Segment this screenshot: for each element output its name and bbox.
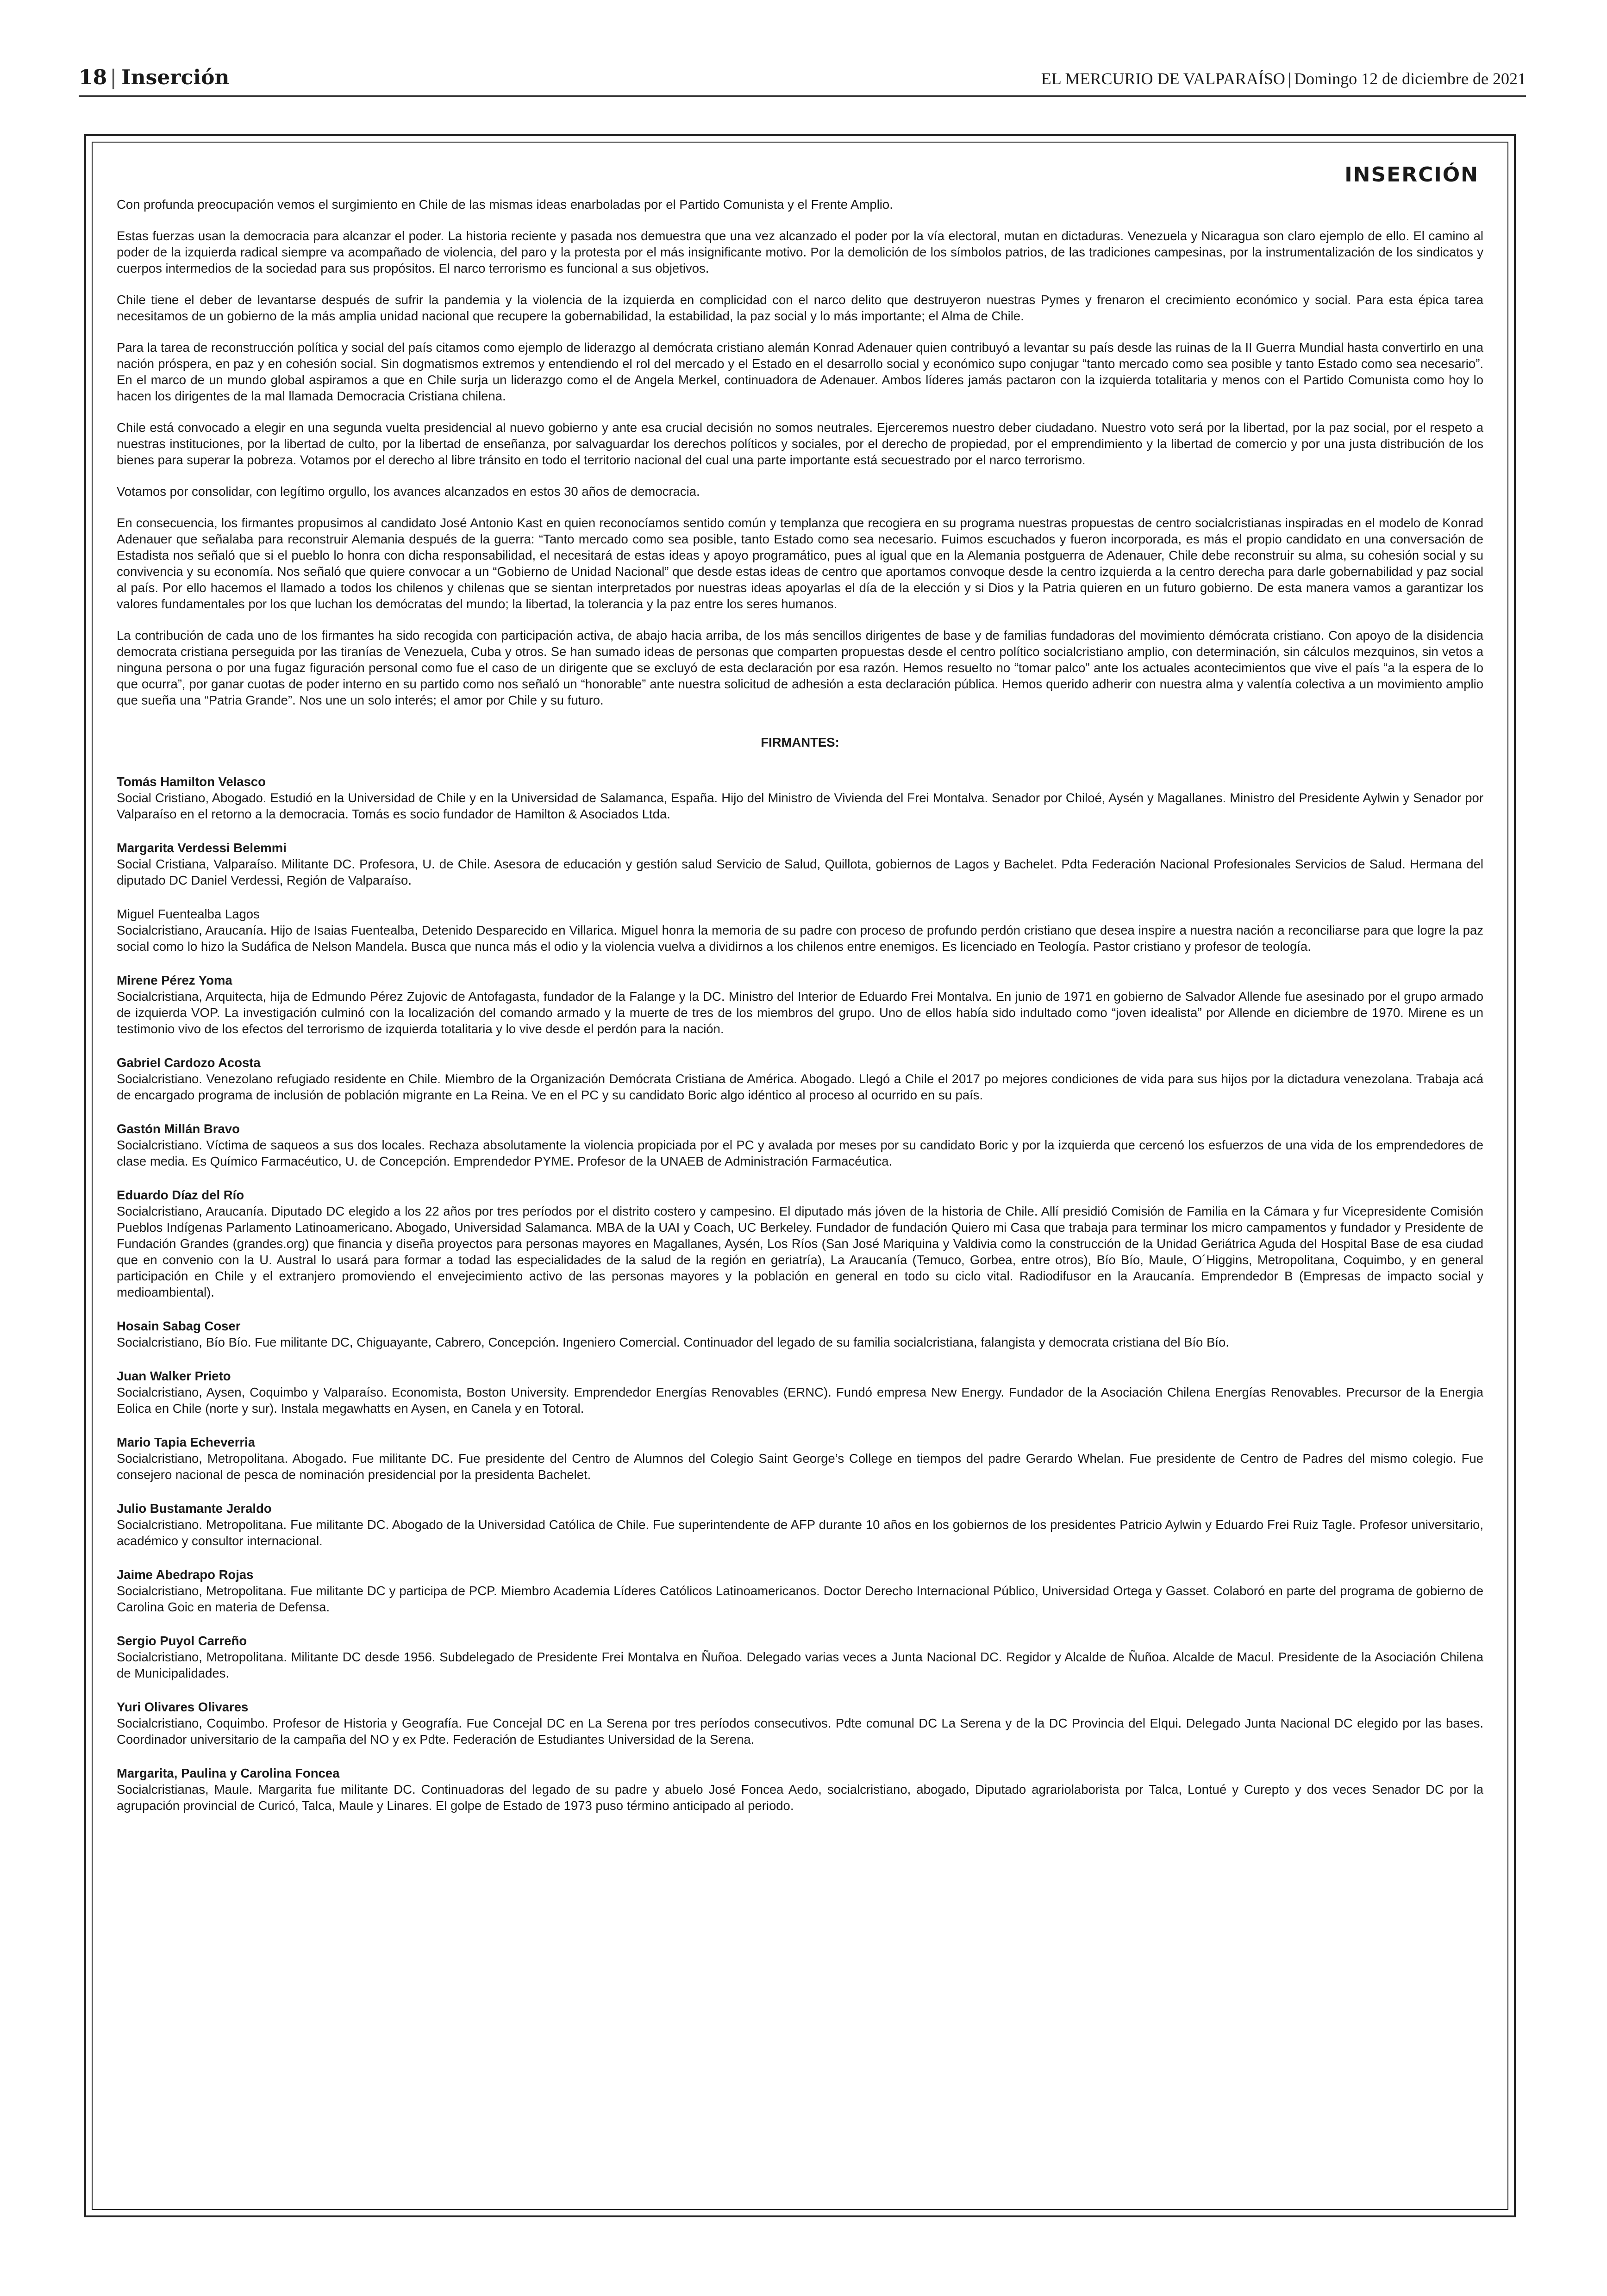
paragraph-7: En consecuencia, los firmantes propusimos al candidato José Antonio Kast en quien reconocíamos sentido común y templanza que recogiera en su programa nuestras propuestas de centro socialcristianas inspiradas en el modelo de Konrad Adenauer que señalaba para reconstruir Alemania después de la guerra: “Tanto mercado como sea posible, tanto Estado como sea necesario. Fuimos escuchados y fueron incorporada, es más el propio candidato en una conversación de Estadista nos señaló que si el pueblo lo honra con dicha responsabilidad, el necesitará de estas ideas y apoyo programático, pues al igual que en la Alemania postguerra de Adenauer, Chile debe reconstruir su alma, su cohesión social y su convivencia y su economía. Nos señaló que quiere convocar a un “Gobierno de Unidad Nacional” que desde estas ideas de centro que aportamos convoque desde la centro izquierda a la centro derecha para darle gobernabilidad y paz social al país. Por ello hacemos el llamado a todos los chilenos y chilenas que se sientan interpretados por nuestras ideas apoyarlas el día de la elección y si Dios y la Patria quieren en un futuro gobierno. De esta manera vamos a garantizar los valores fundamentales por los que luchan los demócratas del mundo; la libertad, la tolerancia y la paz entre los seres humanos. <box>117 516 1483 611</box>
signer-description: Socialcristiano, Araucanía. Diputado DC elegido a los 22 años por tres períodos por el distrito costero y campesino. El diputado más jóven de la historia de Chile. Allí presidió Comisión de Familia en la Cámara y fur Vicepresidente Comisión Pueblos Indígenas Parlamento Latinoamericano. Abogado, Universidad Salamanca. MBA de la UAI y Coach, UC Berkeley. Fundador de fundación Quiero mi Casa que trabaja para terminar los micro campamentos y fundador y Presidente de Fundación Grandes (grandes.org) que financia y diseña proyectos para personas mayores en Magallanes, Aysén, Los Ríos (San José Mariquina y Valdivia como la construcción de la Unidad Geriátrica Aguda del Hospital Base de esa ciudad que en convenio con la U. Austral lo usará para formar a todad las especialidades de la salud de la región en geriatría), La Araucanía (Temuco, Gorbea, entre otros), Bío Bío, Maule, O´Higgins, Metropolitana, Coquimbo, y en general participación en Chile y el extranjero promoviendo el envejecimiento activo de las personas mayores y la población en general en todo su ciclo vital. Radiodifusor en la Araucanía. Emprendedor B (Empresas de impacto social y medioambiental). <box>117 1204 1483 1299</box>
signers-heading: FIRMANTES: <box>761 735 839 749</box>
signer-description: Socialcristiano, Coquimbo. Profesor de Historia y Geografía. Fue Concejal DC en La Serena por tres períodos consecutivos. Pdte comunal DC La Serena y de la DC Provincia del Elqui. Delegado Junta Nacional DC elegido por las bases. Coordinador universitario de la campaña del NO y ex Pdte. Federación de Estudiantes Universidad de la Serena. <box>117 1716 1483 1747</box>
insertion-box <box>84 134 1516 2217</box>
signer-name: Sergio Puyol Carreño <box>117 1634 247 1648</box>
signer-entry <box>117 840 1483 888</box>
insertion-title: INSERCIÓN <box>1344 163 1479 187</box>
signer-name: Mario Tapia Echeverria <box>117 1435 256 1449</box>
signer-entry <box>117 1633 1483 1681</box>
signer-name: Hosain Sabag Coser <box>117 1319 241 1333</box>
header-divider <box>79 95 1526 97</box>
signer-name: Jaime Abedrapo Rojas <box>117 1567 254 1582</box>
page-number: 18 <box>79 66 107 89</box>
signer-entry <box>117 1187 1483 1300</box>
paragraph-8: La contribución de cada uno de los firmantes ha sido recogida con participación activa, de abajo hacia arriba, de los más sencillos dirigentes de base y de familias fundadoras del movimiento démócrata cristiano. Con apoyo de la disidencia democrata cristiana perseguida por las tiranías de Venezuela, Cuba y otros. Se han sumado ideas de personas que comparten propuestas desde el centro político socialcristiano amplio, con determinación, sin cálculos mezquinos, sin vetos a ninguna persona o por una fugaz figuración personal como fue el caso de un dirigente que se excluyó de esta declaración por esa razón. Hemos resuelto no “tomar palco” ante los actuales acontecimientos que vive el país “a la espera de lo que ocurra”, por ganar cuotas de poder interno en su partido como nos señaló un “honorable” ante nuestra solicitud de adhesión a esta declaración pública. Hemos querido adherir con nuestra alma y valentía colectiva a un movimiento amplio que sueña una “Patria Grande”. Nos une un solo interés; el amor por Chile y su futuro. <box>117 628 1483 707</box>
signer-name: Margarita Verdessi Belemmi <box>117 841 287 855</box>
signer-description: Socialcristianas, Maule. Margarita fue militante DC. Continuadoras del legado de su padre y abuelo José Foncea Aedo, socialcristiano, abogado, Diputado agrariolaborista por Talca, Lontué y Curepto y dos veces Senador DC por la agrupación provincial de Curicó, Talca, Maule y Linares. El golpe de Estado de 1973 puso término anticipado al periodo. <box>117 1782 1483 1813</box>
paragraph-2: Estas fuerzas usan la democracia para alcanzar el poder. La historia reciente y pasada nos demuestra que una vez alcanzado el poder por la vía electoral, mutan en dictaduras. Venezuela y Nicaragua son claro ejemplo de ello. El camino al poder de la izquierda radical siempre va acompañado de violencia, del paro y la protesta por el más insignificante motivo. Por la demolición de los símbolos patrios, de las tradiciones campesinas, por la instrumentalización de los sindicatos y cuerpos intermedios de la sociedad para sus propósitos. El narco terrorismo es funcional a sus objetivos. <box>117 229 1483 275</box>
signer-name: Julio Bustamante Jeraldo <box>117 1501 272 1516</box>
signer-name: Miguel Fuentealba Lagos <box>117 907 260 921</box>
insertion-inner-frame <box>92 142 1508 2210</box>
header-separator: | <box>110 66 117 89</box>
signer-description: Socialcristiano, Aysen, Coquimbo y Valparaíso. Economista, Boston University. Emprendedor Energías Renovables (ERNC). Fundó empresa New Energy. Fundador de la Asociación Chilena Energías Renovables. Precursor de la Energia Eolica en Chile (norte y sur). Instala megawhatts en Aysen, en Canela y en Totoral. <box>117 1385 1483 1416</box>
insertion-body <box>117 196 1483 1831</box>
paragraph-1: Con profunda preocupación vemos el surgimiento en Chile de las mismas ideas enarboladas por el Partido Comunista y el Frente Amplio. <box>117 197 893 212</box>
signer-description: Socialcristiano, Metropolitana. Abogado. Fue militante DC. Fue presidente del Centro de Alumnos del Colegio Saint George’s College en tiempos del padre Gerardo Whelan. Fue presidente de Centro de Padres del mismo colegio. Fue consejero nacional de pesca de nominación presidencial por la presidenta Bachelet. <box>117 1451 1483 1482</box>
signer-entry <box>117 1765 1483 1814</box>
signer-name: Tomás Hamilton Velasco <box>117 774 266 789</box>
signer-entry <box>117 972 1483 1037</box>
signer-description: Socialcristiano, Metropolitana. Fue militante DC y participa de PCP. Miembro Academia Líderes Católicos Latinoamericanos. Doctor Derecho Internacional Público, Universidad Ortega y Gasset. Colaboró en parte del programa de gobierno de Carolina Goic en materia de Defensa. <box>117 1584 1483 1614</box>
signer-entry <box>117 1699 1483 1747</box>
section-header <box>79 65 229 91</box>
signer-description: Socialcristiano. Metropolitana. Fue militante DC. Abogado de la Universidad Católica de Chile. Fue superintendente de AFP durante 10 años en los gobiernos de los presidentes Patricio Aylwin y Eduardo Frei Ruiz Tagle. Profesor universitario, académico y consultor internacional. <box>117 1517 1483 1548</box>
signer-entry <box>117 1566 1483 1615</box>
signer-entry <box>117 1368 1483 1416</box>
signer-entry <box>117 906 1483 955</box>
signer-entry <box>117 1318 1483 1350</box>
section-name: Inserción <box>121 66 230 89</box>
paragraph-5: Chile está convocado a elegir en una segunda vuelta presidencial al nuevo gobierno y ante esa crucial decisión no somos neutrales. Ejerceremos nuestro deber ciudadano. Nuestro voto será por la libertad, por la paz social, por el respeto a nuestras instituciones, por la libertad de culto, por la libertad de enseñanza, por salvaguardar los derechos políticos y sociales, por el derecho de propiedad, por el emprendimiento y la libertad de comercio y por una justa distribución de los bienes para superar la pobreza. Votamos por el derecho al libre tránsito en todo el territorio nacional del cual una parte importante está secuestrado por el narco terrorismo. <box>117 420 1483 467</box>
signer-name: Yuri Olivares Olivares <box>117 1700 249 1714</box>
newspaper-name: EL MERCURIO DE VALPARAÍSO <box>1041 69 1285 88</box>
signer-description: Socialcristiano, Bío Bío. Fue militante DC, Chiguayante, Cabrero, Concepción. Ingeniero Comercial. Continuador del legado de su familia socialcristiana, falangista y democrata cristiana del Bío Bío. <box>117 1335 1229 1349</box>
masthead-separator: | <box>1288 69 1292 88</box>
masthead-info <box>1041 69 1526 89</box>
page-header <box>79 64 1526 94</box>
signer-description: Social Cristiano, Abogado. Estudió en la Universidad de Chile y en la Universidad de Salamanca, España. Hijo del Ministro de Vivienda del Frei Montalva. Senador por Chiloé, Aysén y Magallanes. Ministro del Presidente Aylwin y Senador por Valparaíso en el retorno a la democracia. Tomás es socio fundador de Hamilton & Asociados Ltda. <box>117 791 1483 821</box>
paragraph-4: Para la tarea de reconstrucción política y social del país citamos como ejemplo de liderazgo al demócrata cristiano alemán Konrad Adenauer quien contribuyó a levantar su país desde las ruinas de la II Guerra Mundial hasta convertirlo en una nación próspera, en paz y en cohesión social. Sin dogmatismos extremos y entendiendo el rol del mercado y el Estado en el desarrollo social y económico supo conjugar “tanto mercado como sea posible y tanto Estado como sea necesario”. En el marco de un mundo global aspiramos a que en Chile surja un liderazgo como el de Angela Merkel, continuadora de Adenauer. Ambos líderes jamás pactaron con la izquierda totalitaria y menos con el Partido Comunista como hoy lo hacen los dirigentes de la mal llamada Democracia Cristiana chilena. <box>117 340 1483 403</box>
paragraph-6: Votamos por consolidar, con legítimo orgullo, los avances alcanzados en estos 30 años de democracia. <box>117 484 700 499</box>
paragraph-3: Chile tiene el deber de levantarse después de sufrir la pandemia y la violencia de la izquierda en complicidad con el narco delito que destruyeron nuestras Pymes y frenaron el crecimiento económico y social. Para esta épica tarea necesitamos de un gobierno de la más amplia unidad nacional que recupere la gobernabilidad, la estabilidad, la paz social y lo más importante; el Alma de Chile. <box>117 293 1483 323</box>
signer-description: Socialcristiano. Víctima de saqueos a sus dos locales. Rechaza absolutamente la violencia propiciada por el PC y avalada por meses por su candidato Boric y por la izquierda que cercenó los esfuerzos de una vida de los emprendedores de clase media. Es Químico Farmacéutico, U. de Concepción. Emprendedor PYME. Profesor de la UNAEB de Administración Farmacéutica. <box>117 1138 1483 1168</box>
signer-name: Mirene Pérez Yoma <box>117 973 232 987</box>
signer-name: Eduardo Díaz del Río <box>117 1188 244 1202</box>
signer-entry <box>117 1434 1483 1483</box>
signer-description: Socialcristiana, Arquitecta, hija de Edmundo Pérez Zujovic de Antofagasta, fundador de la Falange y la DC. Ministro del Interior de Eduardo Frei Montalva. En junio de 1971 en gobierno de Salvador Allende fue asesinado por el grupo armado de izquierda VOP. La investigación culminó con la localización del comando armado y la muerte de tres de los miembros del grupo. Uno de ellos había sido indultado como “joven idealista” por Allende en diciembre de 1970. Mirene es un testimonio vivo de los efectos del terrorismo de izquierda totalitaria y lo vive desde el perdón para la nación. <box>117 989 1483 1036</box>
signer-entry <box>117 1121 1483 1169</box>
signer-description: Socialcristiano, Araucanía. Hijo de Isaias Fuentealba, Detenido Desparecido en Villarica. Miguel honra la memoria de su padre con proceso de profundo perdón cristiano que desea inspire a nuestra nación a reconciliarse para que logre la paz social como lo hizo la Sudáfica de Nelson Mandela. Busca que nunca más el odio y la violencia vuelva a dividirnos a los chilenos entre enemigos. Es licenciado en Teología. Pastor cristiano y profesor de teología. <box>117 923 1483 954</box>
signer-entry <box>117 1054 1483 1103</box>
signer-entry <box>117 774 1483 822</box>
signer-description: Social Cristiana, Valparaíso. Militante DC. Profesora, U. de Chile. Asesora de educación y gestión salud Servicio de Salud, Quillota, gobiernos de Lagos y Bachelet. Pdta Federación Nacional Profesionales Servicios de Salud. Hermana del diputado DC Daniel Verdessi, Región de Valparaíso. <box>117 857 1483 887</box>
signer-name: Gastón Millán Bravo <box>117 1122 240 1136</box>
signer-name: Gabriel Cardozo Acosta <box>117 1055 261 1070</box>
signer-description: Socialcristiano. Venezolano refugiado residente en Chile. Miembro de la Organización Demócrata Cristiana de América. Abogado. Llegó a Chile el 2017 po mejores condiciones de vida para sus hijos por la dictadura venezolana. Trabaja acá de encargado programa de inclusión de población migrante en La Reina. Ve en el PC y su candidato Boric algo idéntico al proceso al ocurrido en su país. <box>117 1072 1483 1102</box>
publication-date: Domingo 12 de diciembre de 2021 <box>1294 69 1526 88</box>
signer-name: Margarita, Paulina y Carolina Foncea <box>117 1766 340 1780</box>
signer-entry <box>117 1500 1483 1549</box>
signer-name: Juan Walker Prieto <box>117 1369 231 1383</box>
signer-description: Socialcristiano, Metropolitana. Militante DC desde 1956. Subdelegado de Presidente Frei Montalva en Ñuñoa. Delegado varias veces a Junta Nacional DC. Regidor y Alcalde de Ñuñoa. Alcalde de Macul. Presidente de la Asociación Chilena de Municipalidades. <box>117 1650 1483 1680</box>
